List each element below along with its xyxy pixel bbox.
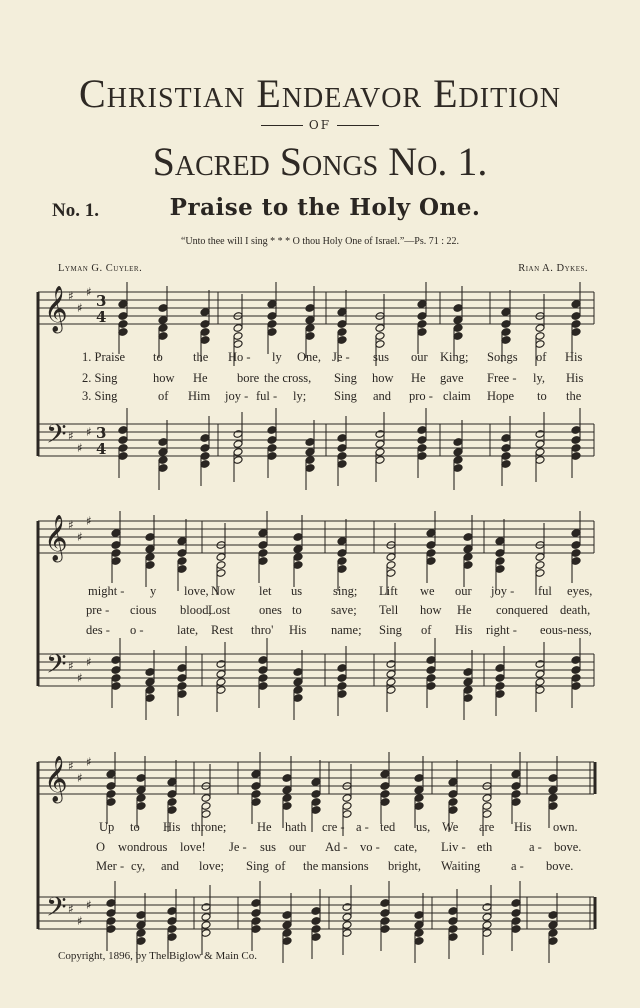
sharp-icon: ♯	[77, 530, 83, 544]
lyric-syllable: ted	[380, 820, 396, 834]
lyric-syllable: pro -	[409, 389, 433, 403]
lyric-syllable: O	[96, 840, 106, 854]
lyric-syllable: He	[257, 820, 272, 834]
hymn-title: Praise to the Holy One.	[169, 194, 481, 221]
lyric-syllable: eous-ness,	[540, 623, 592, 637]
lyric-syllable: death,	[560, 603, 591, 617]
lyric-syllable: us,	[416, 820, 431, 834]
lyric-line	[0, 389, 640, 405]
lyric-syllable: how	[372, 371, 394, 385]
lyric-syllable: cate,	[394, 840, 418, 854]
sharp-icon: ♯	[86, 755, 92, 769]
lyric-syllable: ly	[272, 350, 282, 364]
lyric-syllable: joy -	[225, 389, 249, 403]
lyric-syllable: how	[153, 371, 175, 385]
lyric-syllable: love,	[184, 584, 209, 598]
time-signature: 3	[96, 424, 107, 442]
lyric-syllable: ly;	[293, 389, 307, 403]
lyric-syllable: right -	[486, 623, 517, 637]
lyric-syllable: Mer -	[96, 859, 125, 873]
lyric-syllable: let	[259, 584, 272, 598]
lyric-syllable: to	[153, 350, 163, 364]
lyric-syllable: of	[536, 350, 547, 364]
collection-title: Sacred Songs No. 1.	[152, 139, 488, 184]
sharp-icon: ♯	[77, 301, 83, 315]
lyric-syllable: y	[150, 584, 157, 598]
lyric-syllable: love;	[199, 859, 224, 873]
lyric-syllable: save;	[331, 603, 357, 617]
lyric-syllable: He	[411, 371, 426, 385]
lyric-syllable: He	[193, 371, 208, 385]
lyric-line	[0, 584, 640, 600]
lyric-syllable: Liv -	[441, 840, 466, 854]
lyric-syllable: Je -	[229, 840, 247, 854]
lyric-syllable: ful	[538, 584, 552, 598]
sharp-icon: ♯	[77, 771, 83, 785]
lyric-syllable: Je -	[332, 350, 350, 364]
sharp-icon: ♯	[68, 289, 74, 303]
lyric-syllable: des -	[86, 623, 110, 637]
bass-clef-icon: 𝄢	[46, 418, 67, 456]
treble-clef-icon: 𝄞	[44, 515, 68, 561]
lyric-syllable: bove.	[554, 840, 582, 854]
sharp-icon: ♯	[68, 518, 74, 532]
time-signature: 3	[96, 292, 107, 310]
lyric-syllable: He	[457, 603, 472, 617]
lyric-syllable: 1. Praise	[82, 350, 126, 364]
lyric-syllable: His	[163, 820, 181, 834]
lyric-syllable: the cross,	[264, 371, 312, 385]
lyric-line	[0, 371, 640, 387]
lyric-syllable: our	[289, 840, 306, 854]
lyric-line	[0, 603, 640, 619]
lyric-syllable: name;	[331, 623, 362, 637]
sharp-icon: ♯	[77, 914, 83, 928]
treble-clef-icon: 𝄞	[44, 756, 68, 802]
lyric-syllable: sus	[373, 350, 389, 364]
lyric-syllable: Waiting	[441, 859, 481, 873]
lyric-syllable: the	[566, 389, 582, 403]
lyric-syllable: thro'	[251, 623, 274, 637]
sharp-icon: ♯	[86, 425, 92, 439]
lyric-syllable: of	[158, 389, 169, 403]
lyric-syllable: Tell	[379, 603, 399, 617]
sharp-icon: ♯	[68, 429, 74, 443]
lyric-syllable: of	[275, 859, 286, 873]
lyric-syllable: might -	[88, 584, 125, 598]
sharp-icon: ♯	[68, 902, 74, 916]
bass-clef-icon: 𝄢	[46, 648, 67, 686]
lyric-syllable: our	[411, 350, 428, 364]
lyric-syllable: o -	[130, 623, 144, 637]
lyric-syllable: us	[291, 584, 303, 598]
lyric-syllable: Ho -	[228, 350, 251, 364]
sharp-icon: ♯	[77, 441, 83, 455]
lyric-syllable: are	[479, 820, 495, 834]
lyric-syllable: eyes,	[567, 584, 593, 598]
lyric-syllable: throne;	[191, 820, 227, 834]
lyric-syllable: a -	[356, 820, 369, 834]
lyric-syllable: how	[420, 603, 442, 617]
lyric-syllable: Hope	[487, 389, 515, 403]
lyric-syllable: ones	[259, 603, 282, 617]
lyric-syllable: ful -	[256, 389, 278, 403]
lyric-line	[0, 859, 640, 875]
lyric-syllable: 3. Sing	[82, 389, 118, 403]
lyric-syllable: Songs	[487, 350, 518, 364]
lyric-syllable: cre -	[322, 820, 345, 834]
sharp-icon: ♯	[77, 671, 83, 685]
time-signature: 4	[96, 440, 107, 458]
time-signature: 4	[96, 308, 107, 326]
lyric-syllable: to	[130, 820, 140, 834]
lyric-syllable: hath	[285, 820, 307, 834]
lyric-syllable: cious	[130, 603, 157, 617]
lyric-syllable: and	[161, 859, 180, 873]
lyric-syllable: Up	[99, 820, 115, 834]
lyric-syllable: bright,	[388, 859, 421, 873]
lyric-syllable: One,	[297, 350, 321, 364]
sharp-icon: ♯	[86, 655, 92, 669]
lyric-syllable: of	[421, 623, 432, 637]
lyric-syllable: 2. Sing	[82, 371, 118, 385]
lyric-syllable: Sing	[334, 371, 357, 385]
lyric-syllable: Lost	[208, 603, 231, 617]
lyric-syllable: blood,	[180, 603, 212, 617]
lyric-syllable: Rest	[211, 623, 234, 637]
lyric-syllable: wondrous	[118, 840, 168, 854]
lyric-syllable: own.	[553, 820, 578, 834]
lyric-syllable: and	[373, 389, 392, 403]
lyric-syllable: Ad -	[325, 840, 348, 854]
lyric-syllable: Sing	[334, 389, 357, 403]
copyright-notice: Copyright, 1896, by The Biglow & Main Co.	[58, 950, 258, 962]
lyric-syllable: we	[420, 584, 435, 598]
lyric-syllable: King;	[440, 350, 469, 364]
sharp-icon: ♯	[86, 514, 92, 528]
lyric-syllable: the mansions	[303, 859, 369, 873]
lyric-syllable: Now	[211, 584, 236, 598]
scripture-epigraph: “Unto thee will I sing * * * O thou Holy One of Israel.”—Ps. 71 : 22.	[180, 236, 460, 247]
lyric-syllable: joy -	[491, 584, 515, 598]
sharp-icon: ♯	[86, 285, 92, 299]
lyric-syllable: His	[289, 623, 307, 637]
lyric-syllable: His	[455, 623, 473, 637]
lyric-line	[0, 623, 640, 639]
of-label: OF	[308, 118, 332, 132]
lyric-syllable: cy,	[131, 859, 146, 873]
lyric-syllable: His	[566, 371, 584, 385]
bass-clef-icon: 𝄢	[46, 891, 67, 929]
lyric-syllable: gave	[440, 371, 464, 385]
lyric-syllable: sus	[260, 840, 276, 854]
lyric-syllable: Him	[188, 389, 211, 403]
lyric-syllable: ly,	[533, 371, 546, 385]
treble-clef-icon: 𝄞	[44, 286, 68, 332]
lyric-syllable: Sing	[246, 859, 269, 873]
lyric-line	[0, 350, 640, 366]
lyric-line	[0, 820, 640, 836]
lyric-syllable: Free -	[487, 371, 517, 385]
lyric-syllable: to	[292, 603, 302, 617]
lyric-syllable: Lift	[379, 584, 398, 598]
sharp-icon: ♯	[86, 898, 92, 912]
composer-credit: Rian A. Dykes.	[518, 263, 588, 274]
lyric-syllable: bove.	[546, 859, 574, 873]
lyric-syllable: late,	[177, 623, 199, 637]
lyric-syllable: bore	[237, 371, 260, 385]
lyric-syllable: a -	[511, 859, 524, 873]
lyric-syllable: love!	[180, 840, 206, 854]
lyric-syllable: our	[455, 584, 472, 598]
lyric-syllable: vo -	[360, 840, 380, 854]
lyric-line	[0, 840, 640, 856]
lyric-syllable: His	[514, 820, 532, 834]
lyric-syllable: to	[537, 389, 547, 403]
lyric-syllable: pre -	[86, 603, 110, 617]
lyric-syllable: the	[193, 350, 209, 364]
lyric-syllable: claim	[443, 389, 471, 403]
lyric-syllable: eth	[477, 840, 493, 854]
lyric-syllable: conquered	[496, 603, 549, 617]
hymn-number: No. 1.	[52, 200, 99, 221]
lyric-syllable: sing;	[333, 584, 358, 598]
edition-title: Christian Endeavor Edition	[79, 71, 561, 116]
sharp-icon: ♯	[68, 659, 74, 673]
sharp-icon: ♯	[68, 759, 74, 773]
lyric-syllable: a -	[529, 840, 542, 854]
lyric-syllable: We	[442, 820, 459, 834]
lyric-syllable: Sing	[379, 623, 402, 637]
lyric-syllable: His	[565, 350, 583, 364]
lyricist-credit: Lyman G. Cuyler.	[58, 263, 143, 274]
